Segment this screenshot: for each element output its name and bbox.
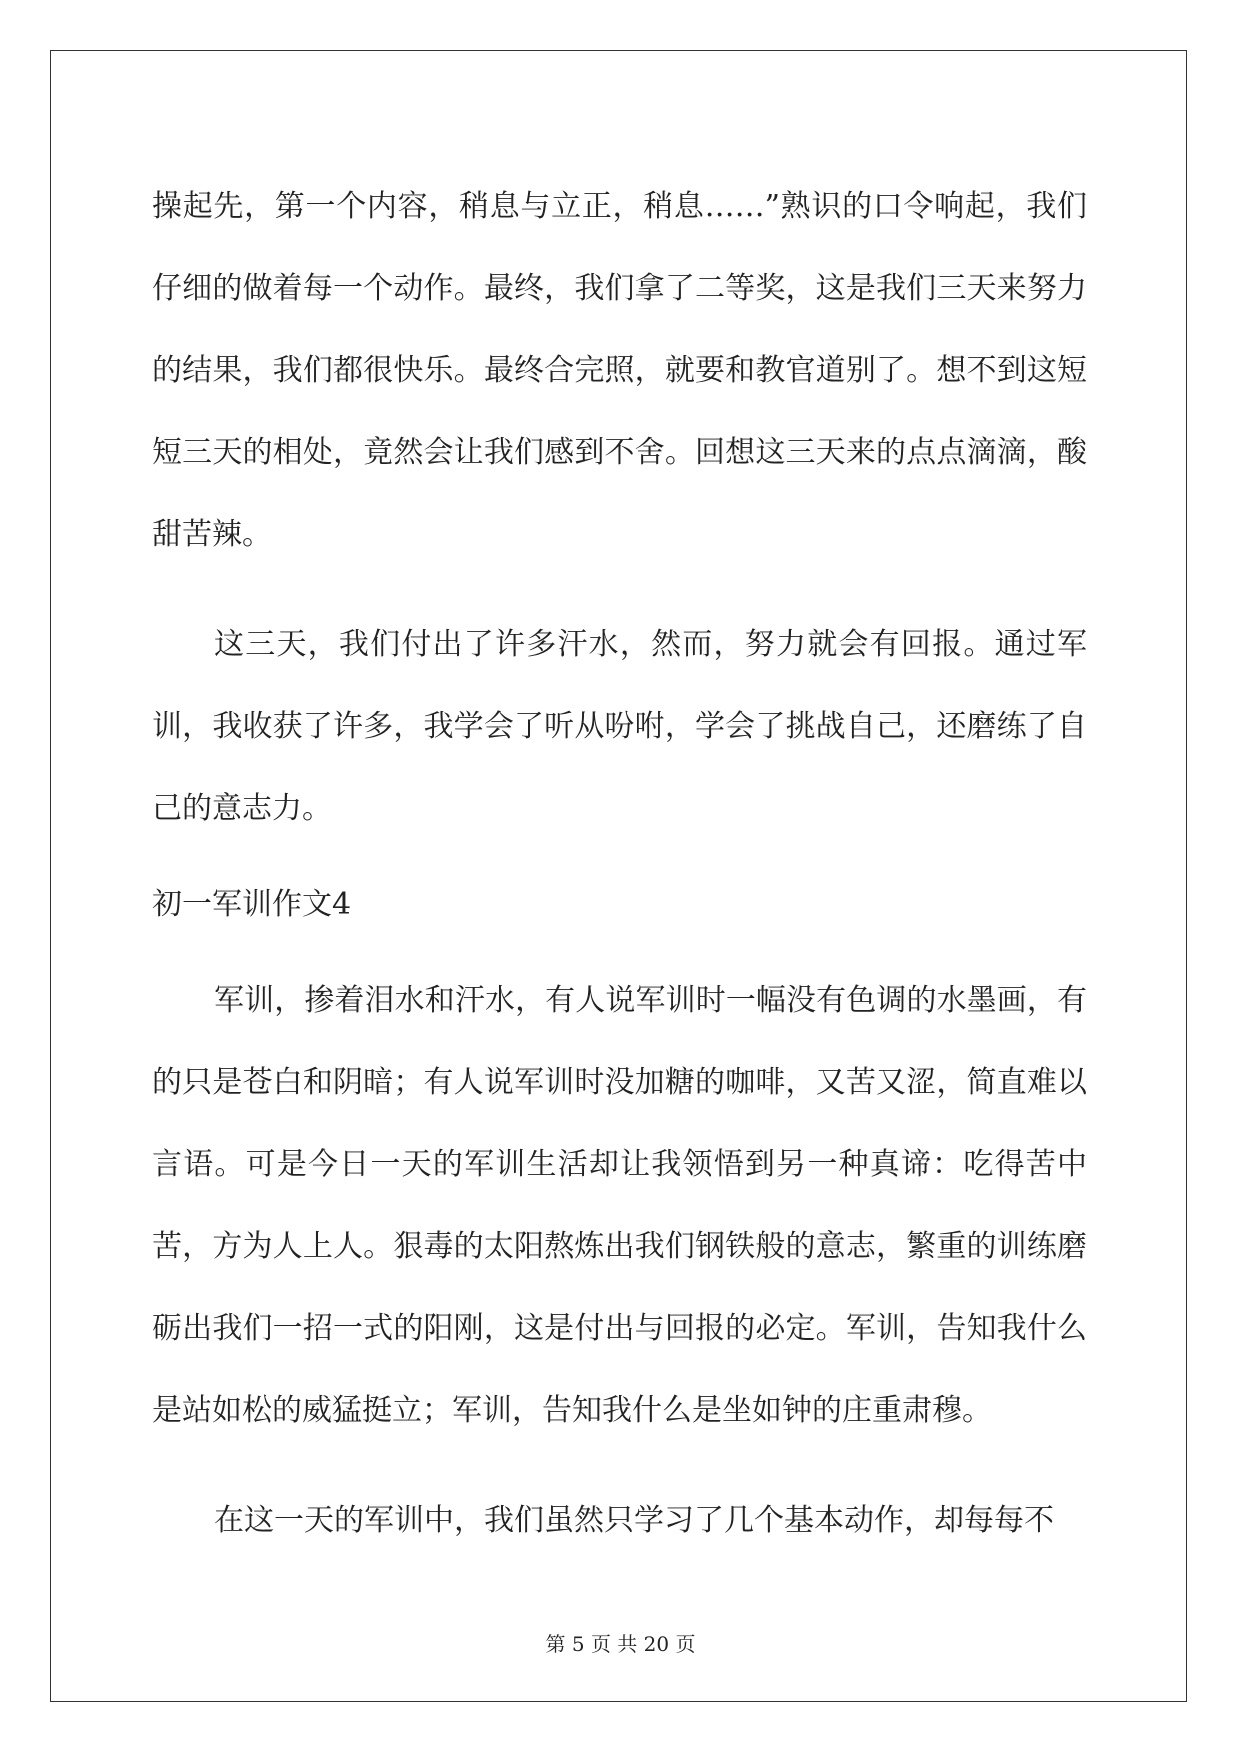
paragraph-3: 军训，掺着泪水和汗水，有人说军训时一幅没有色调的水墨画，有的只是苍白和阴暗；有人说军训时没加糖的咖啡，又苦又涩，简直难以言语。可是今日一天的军训生活却让我领悟到另一种真谛：吃得苦中苦，方为人上人。狠毒的太阳熬炼出我们钢铁般的意志，繁重的训练磨砺出我们一招一式的阳刚，这是付出与回报的必定。军训，告知我什么是站如松的威猛挺立；军训，告知我什么是坐如钟的庄重肃穆。: [152, 983, 1087, 1428]
paragraph-1: 操起先，第一个内容，稍息与立正，稍息……”熟识的口令响起，我们仔细的做着每一个动作。最终，我们拿了二等奖，这是我们三天来努力的结果，我们都很快乐。最终合完照，就要和教官道别了。想不到这短短三天的相处，竟然会让我们感到不舍。回想这三天来的点点滴滴，酸甜苦辣。: [152, 189, 1087, 552]
page-footer: 第 5 页 共 20 页: [545, 1632, 696, 1656]
document-body: [152, 166, 1087, 1590]
paragraph-4: 在这一天的军训中，我们虽然只学习了几个基本动作，却每每不: [214, 1503, 1054, 1538]
section-heading: 初一军训作文4: [152, 887, 352, 922]
paragraph-2: 这三天，我们付出了许多汗水，然而，努力就会有回报。通过军训，我收获了许多，我学会了听从吩咐，学会了挑战自己，还磨练了自己的意志力。: [152, 627, 1087, 826]
